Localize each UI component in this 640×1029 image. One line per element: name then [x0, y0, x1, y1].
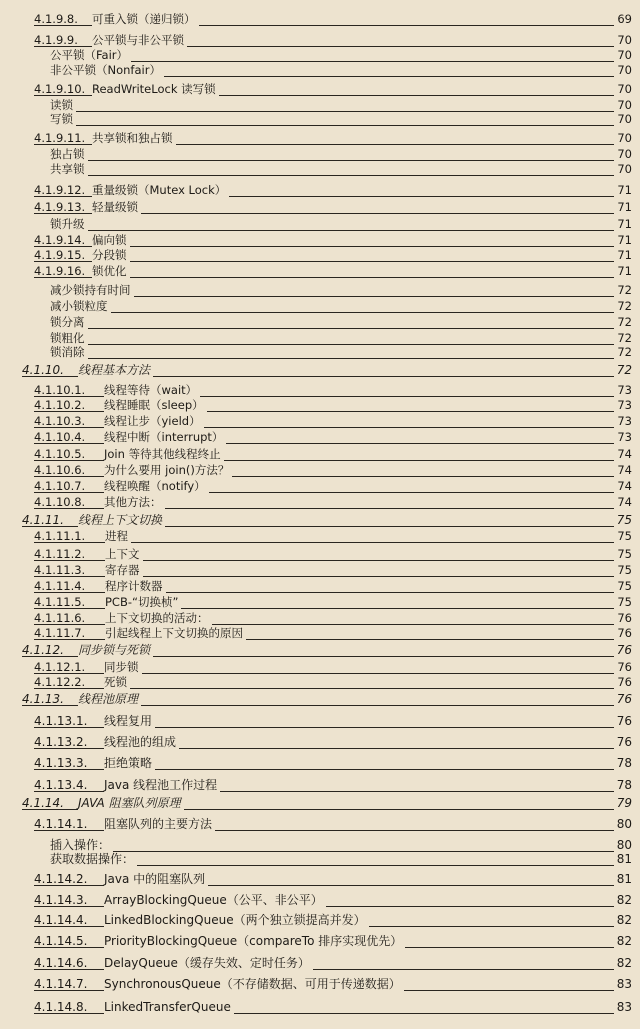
toc-page-number: 70 [614, 131, 632, 145]
toc-entry-title: 减小锁粒度 [50, 299, 111, 313]
toc-page-number: 70 [614, 82, 632, 96]
toc-page-number: 73 [614, 414, 632, 428]
toc-page-number: 76 [614, 643, 632, 657]
toc-entry-title: 插入操作： [50, 838, 113, 852]
toc-page-number: 70 [614, 63, 632, 77]
toc-entry-title: 线程中断（interrupt） [104, 430, 226, 444]
toc-page-number: 76 [614, 714, 632, 728]
toc-entry-title: 线程池的组成 [104, 735, 179, 749]
toc-page-number: 80 [614, 838, 632, 852]
toc-entry-title: 同步锁与死锁 [78, 643, 153, 657]
toc-entry[interactable] [0, 63, 640, 79]
toc-page-number: 72 [614, 299, 632, 313]
toc-entry-number: 4.1.13.2. [34, 735, 88, 749]
toc-entry[interactable] [0, 82, 640, 98]
toc-entry[interactable] [0, 956, 640, 972]
toc-entry-number: 4.1.9.13. [34, 200, 86, 214]
toc-entry[interactable] [0, 595, 640, 611]
toc-page-number: 73 [614, 430, 632, 444]
toc-page-number: 82 [614, 893, 632, 907]
toc-page-number: 82 [614, 913, 632, 927]
toc-entry[interactable] [0, 398, 640, 414]
toc-entry-title: 上下文切换的活动： [105, 611, 212, 625]
toc-entry-title: 阻塞队列的主要方法 [104, 817, 215, 831]
toc-entry[interactable] [0, 200, 640, 216]
toc-page-number: 75 [614, 595, 632, 609]
toc-page-number: 76 [614, 675, 632, 689]
toc-page-number: 70 [614, 162, 632, 176]
toc-entry-title: 其他方法： [104, 495, 165, 509]
toc-entry-number: 4.1.10.2. [34, 398, 86, 412]
toc-page-number: 83 [614, 977, 632, 991]
toc-section-heading[interactable] [0, 796, 640, 812]
toc-entry[interactable] [0, 217, 640, 233]
toc-entry-number: 4.1.13.4. [34, 778, 88, 792]
toc-page-number: 76 [614, 611, 632, 625]
toc-entry-title: Java 中的阻塞队列 [104, 872, 208, 886]
toc-entry[interactable] [0, 660, 640, 676]
toc-entry-title: Join 等待其他线程终止 [104, 447, 224, 461]
toc-entry-title: 上下文 [105, 547, 143, 561]
toc-leader-line [50, 230, 616, 231]
toc-page-number: 72 [614, 315, 632, 329]
toc-entry-title: 非公平锁（Nonfair） [50, 63, 164, 77]
toc-entry-number: 4.1.13.1. [34, 714, 88, 728]
toc-section-heading[interactable] [0, 692, 640, 708]
toc-entry[interactable] [0, 248, 640, 264]
toc-entry-title: 为什么要用 join()方法？ [104, 463, 232, 477]
toc-entry[interactable] [0, 162, 640, 178]
toc-entry-number: 4.1.10.5. [34, 447, 86, 461]
toc-entry-title: 锁粗化 [50, 331, 88, 345]
toc-entry[interactable] [0, 345, 640, 361]
toc-entry-number: 4.1.9.8. [34, 12, 78, 26]
toc-entry-number: 4.1.11.6. [34, 611, 86, 625]
toc-entry[interactable] [0, 872, 640, 888]
toc-entry-title: 锁消除 [50, 345, 88, 359]
toc-entry-number: 4.1.11.1. [34, 529, 86, 543]
toc-entry-title: 程序计数器 [105, 579, 166, 593]
toc-entry-title: SynchronousQueue（不存储数据、可用于传递数据） [104, 977, 404, 991]
toc-entry-number: 4.1.9.15. [34, 248, 86, 262]
toc-entry-title: PCB-“切换桢” [105, 595, 181, 609]
toc-page-number: 76 [614, 735, 632, 749]
toc-page-number: 70 [614, 48, 632, 62]
toc-entry-title: ArrayBlockingQueue（公平、非公平） [104, 893, 326, 907]
toc-leader-line [50, 175, 616, 176]
toc-entry[interactable] [0, 934, 640, 950]
toc-page-number: 78 [614, 756, 632, 770]
toc-entry[interactable] [0, 183, 640, 199]
toc-page-number: 70 [614, 33, 632, 47]
toc-page-number: 74 [614, 463, 632, 477]
toc-page-number: 76 [614, 626, 632, 640]
toc-entry-title: 公平锁与非公平锁 [92, 33, 187, 47]
toc-entry[interactable] [0, 714, 640, 730]
toc-page-number: 83 [614, 1000, 632, 1014]
toc-page-number: 76 [614, 660, 632, 674]
toc-entry-number: 4.1.14.8. [34, 1000, 88, 1014]
toc-entry-number: 4.1.9.11. [34, 131, 86, 145]
toc-entry-number: 4.1.10.7. [34, 479, 86, 493]
toc-entry[interactable] [0, 893, 640, 909]
toc-entry-title: 寄存器 [105, 563, 143, 577]
toc-page-number: 72 [614, 363, 632, 377]
toc-entry[interactable] [0, 131, 640, 147]
toc-section-heading[interactable] [0, 513, 640, 529]
toc-entry-number: 4.1.11.4. [34, 579, 86, 593]
toc-entry-number: 4.1.12.2. [34, 675, 86, 689]
toc-entry-number: 4.1.14. [22, 796, 64, 810]
toc-entry-title: 减少锁持有时间 [50, 283, 134, 297]
toc-leader-line [50, 125, 616, 126]
toc-entry-title: 锁优化 [92, 264, 130, 278]
toc-entry[interactable] [0, 529, 640, 545]
toc-page-number: 74 [614, 479, 632, 493]
toc-leader-line [50, 296, 616, 297]
toc-entry-number: 4.1.14.6. [34, 956, 88, 970]
toc-entry-number: 4.1.12. [22, 643, 64, 657]
toc-entry-title: 死锁 [104, 675, 130, 689]
toc-entry-number: 4.1.14.2. [34, 872, 88, 886]
toc-section-heading[interactable] [0, 363, 640, 379]
toc-page-number: 75 [614, 529, 632, 543]
toc-entry-title: LinkedBlockingQueue（两个独立锁提高并发） [104, 913, 369, 927]
toc-entry[interactable] [0, 447, 640, 463]
toc-entry[interactable] [0, 147, 640, 163]
toc-entry-number: 4.1.10.3. [34, 414, 86, 428]
toc-entry[interactable] [0, 430, 640, 446]
toc-page-number: 81 [614, 872, 632, 886]
toc-page-number: 73 [614, 398, 632, 412]
toc-page-number: 81 [614, 852, 632, 866]
toc-page-number: 71 [614, 248, 632, 262]
toc-entry[interactable] [0, 1000, 640, 1016]
toc-entry-number: 4.1.10. [22, 363, 64, 377]
toc-entry[interactable] [0, 463, 640, 479]
toc-page-number: 72 [614, 331, 632, 345]
toc-entry-title: 锁升级 [50, 217, 88, 231]
toc-entry[interactable] [0, 479, 640, 495]
toc-page-number: 73 [614, 383, 632, 397]
toc-entry-title: 拒绝策略 [104, 756, 155, 770]
toc-entry-title: 共享锁和独占锁 [92, 131, 176, 145]
toc-entry-title: 偏向锁 [92, 233, 130, 247]
toc-page-number: 70 [614, 147, 632, 161]
toc-page-number: 70 [614, 98, 632, 112]
toc-entry-title: 可重入锁（递归锁） [92, 12, 199, 26]
toc-entry-title: 公平锁（Fair） [50, 48, 131, 62]
toc-entry-number: 4.1.14.4. [34, 913, 88, 927]
toc-entry[interactable] [0, 283, 640, 299]
toc-entry-title: 同步锁 [104, 660, 142, 674]
toc-entry-number: 4.1.10.6. [34, 463, 86, 477]
toc-entry-title: LinkedTransferQueue [104, 1000, 234, 1014]
toc-entry-title: 轻量级锁 [92, 200, 141, 214]
toc-page-number: 71 [614, 200, 632, 214]
toc-section-heading[interactable] [0, 643, 640, 659]
toc-entry-title: 引起线程上下文切换的原因 [105, 626, 246, 640]
toc-leader-line [50, 61, 616, 62]
toc-entry-title: 分段锁 [92, 248, 130, 262]
toc-entry[interactable] [0, 383, 640, 399]
toc-entry-number: 4.1.14.7. [34, 977, 88, 991]
toc-entry-number: 4.1.14.1. [34, 817, 88, 831]
toc-entry[interactable] [0, 12, 640, 28]
toc-page-number: 75 [614, 563, 632, 577]
toc-entry-title: 锁分离 [50, 315, 88, 329]
toc-entry-title: 重量级锁（Mutex Lock） [92, 183, 229, 197]
toc-page-number: 75 [614, 513, 632, 527]
toc-leader-line [50, 312, 616, 313]
toc-entry[interactable] [0, 735, 640, 751]
toc-page-number: 76 [614, 692, 632, 706]
toc-entry-number: 4.1.9.16. [34, 264, 86, 278]
toc-page-number: 71 [614, 264, 632, 278]
toc-page-number: 74 [614, 447, 632, 461]
toc-entry[interactable] [0, 778, 640, 794]
toc-entry-title: 线程让步（yield） [104, 414, 204, 428]
toc-entry[interactable] [0, 756, 640, 772]
toc-entry[interactable] [0, 675, 640, 691]
toc-entry-number: 4.1.11. [22, 513, 64, 527]
toc-page-number: 82 [614, 956, 632, 970]
toc-entry-number: 4.1.11.2. [34, 547, 86, 561]
toc-entry[interactable] [0, 817, 640, 833]
toc-page-number: 71 [614, 217, 632, 231]
toc-entry-title: 线程池原理 [78, 692, 141, 706]
toc-entry-title: 读锁 [50, 98, 76, 112]
toc-page-number: 72 [614, 345, 632, 359]
toc-entry-title: DelayQueue（缓存失效、定时任务） [104, 956, 313, 970]
toc-entry-title: 写锁 [50, 112, 76, 126]
toc-entry-number: 4.1.10.1. [34, 383, 86, 397]
toc-entry-title: 线程上下文切换 [78, 513, 165, 527]
toc-page-number: 71 [614, 233, 632, 247]
toc-entry-number: 4.1.9.9. [34, 33, 78, 47]
toc-leader-line [50, 328, 616, 329]
toc-page-number: 74 [614, 495, 632, 509]
toc-entry[interactable] [0, 852, 640, 868]
toc-entry-number: 4.1.11.5. [34, 595, 86, 609]
toc-entry[interactable] [0, 626, 640, 642]
toc-entry[interactable] [0, 913, 640, 929]
toc-page-number: 79 [614, 796, 632, 810]
toc-page-number: 69 [614, 12, 632, 26]
toc-entry-number: 4.1.9.10. [34, 82, 86, 96]
toc-page-number: 80 [614, 817, 632, 831]
toc-entry-number: 4.1.10.4. [34, 430, 86, 444]
toc-entry-title: 线程唤醒（notify） [104, 479, 209, 493]
toc-entry[interactable] [0, 563, 640, 579]
toc-entry[interactable] [0, 264, 640, 280]
toc-entry[interactable] [0, 414, 640, 430]
toc-entry[interactable] [0, 48, 640, 64]
toc-page-number: 75 [614, 579, 632, 593]
toc-entry-number: 4.1.14.5. [34, 934, 88, 948]
toc-entry-title: 进程 [105, 529, 131, 543]
toc-entry[interactable] [0, 495, 640, 511]
toc-entry[interactable] [0, 579, 640, 595]
toc-entry-number: 4.1.11.7. [34, 626, 86, 640]
toc-page-number: 72 [614, 283, 632, 297]
toc-entry[interactable] [0, 977, 640, 993]
toc-leader-line [50, 160, 616, 161]
toc-entry-title: 共享锁 [50, 162, 88, 176]
toc-entry-title: Java 线程池工作过程 [104, 778, 220, 792]
toc-entry-title: 独占锁 [50, 147, 88, 161]
toc-entry-number: 4.1.13. [22, 692, 64, 706]
toc-entry-title: JAVA 阻塞队列原理 [78, 796, 184, 810]
toc-entry-title: 线程等待（wait） [104, 383, 200, 397]
toc-entry-title: 线程睡眠（sleep） [104, 398, 207, 412]
toc-entry-number: 4.1.9.12. [34, 183, 86, 197]
toc-entry[interactable] [0, 547, 640, 563]
toc-page-number: 75 [614, 547, 632, 561]
toc-entry-number: 4.1.12.1. [34, 660, 86, 674]
toc-entry[interactable] [0, 33, 640, 49]
toc-entry-number: 4.1.10.8. [34, 495, 86, 509]
toc-entry-title: 获取数据操作： [50, 852, 137, 866]
toc-entry-number: 4.1.13.3. [34, 756, 88, 770]
toc-leader-line [50, 358, 616, 359]
toc-entry[interactable] [0, 315, 640, 331]
toc-page-number: 70 [614, 112, 632, 126]
toc-entry[interactable] [0, 112, 640, 128]
toc-entry[interactable] [0, 611, 640, 627]
toc-page-number: 71 [614, 183, 632, 197]
toc-entry[interactable] [0, 299, 640, 315]
toc-page-number: 82 [614, 934, 632, 948]
toc-entry-number: 4.1.11.3. [34, 563, 86, 577]
toc-entry-title: 线程基本方法 [78, 363, 153, 377]
toc-entry-number: 4.1.14.3. [34, 893, 88, 907]
toc-entry-title: ReadWriteLock 读写锁 [92, 82, 219, 96]
toc-entry-title: PriorityBlockingQueue（compareTo 排序实现优先） [104, 934, 405, 948]
toc-entry-title: 线程复用 [104, 714, 155, 728]
toc-page-number: 78 [614, 778, 632, 792]
toc-entry-number: 4.1.9.14. [34, 233, 86, 247]
toc-entry[interactable] [0, 233, 640, 249]
